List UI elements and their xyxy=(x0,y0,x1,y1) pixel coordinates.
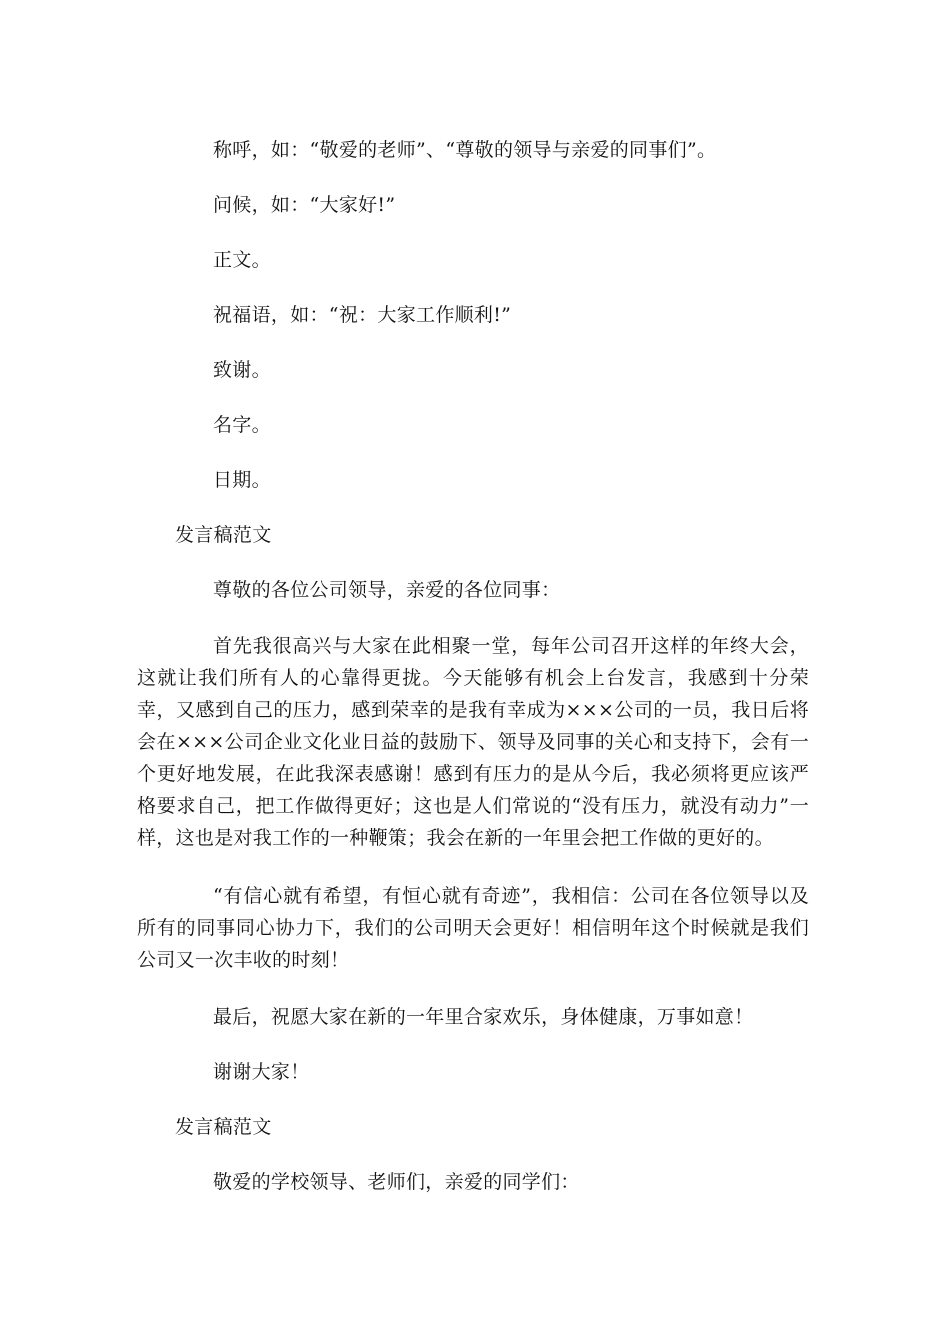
sample1-paragraph-1: 首先我很高兴与大家在此相聚一堂，每年公司召开这样的年终大会，这就让我们所有人的心靠得更拢。今天能够有机会上台发言，我感到十分荣幸，又感到自己的压力，感到荣幸的是我有幸成为×××公司的一员，我日后将会在×××公司企业文化业日益的鼓励下、领导及同事的关心和支持下，会有一个更好地发展，在此我深表感谢！感到有压力的是从今后，我必须将更应该严格要求自己，把工作做得更好；这也是人们常说的“没有压力，就没有动力”一样，这也是对我工作的一种鞭策；我会在新的一年里会把工作做的更好的。 xyxy=(137,635,809,849)
format-item-date: 日期。 xyxy=(213,469,271,491)
sample2-salutation: 敬爱的学校领导、老师们，亲爱的同学们： xyxy=(213,1171,580,1193)
format-item-blessing: 祝福语，如：“祝：大家工作顺利!” xyxy=(213,304,512,326)
sample1-paragraph-2: “有信心就有希望，有恒心就有奇迹”，我相信：公司在各位领导以及所有的同事同心协力下，我们的公司明天会更好！相信明年这个时候就是我们公司又一次丰收的时刻！ xyxy=(137,885,809,971)
format-item-name: 名字。 xyxy=(213,414,271,436)
sample1-heading: 发言稿范文 xyxy=(175,524,272,546)
format-item-salutation: 称呼，如：“敬爱的老师”、“尊敬的领导与亲爱的同事们”。 xyxy=(213,139,717,161)
format-item-greeting: 问候，如：“大家好!” xyxy=(213,194,396,216)
sample2-heading: 发言稿范文 xyxy=(175,1116,272,1138)
sample1-salutation: 尊敬的各位公司领导，亲爱的各位同事： xyxy=(213,579,561,601)
sample1-closing: 最后，祝愿大家在新的一年里合家欢乐，身体健康，万事如意！ xyxy=(213,1006,754,1028)
format-item-body: 正文。 xyxy=(213,249,271,271)
format-item-thanks: 致谢。 xyxy=(213,359,271,381)
sample1-thanks: 谢谢大家！ xyxy=(213,1061,310,1083)
